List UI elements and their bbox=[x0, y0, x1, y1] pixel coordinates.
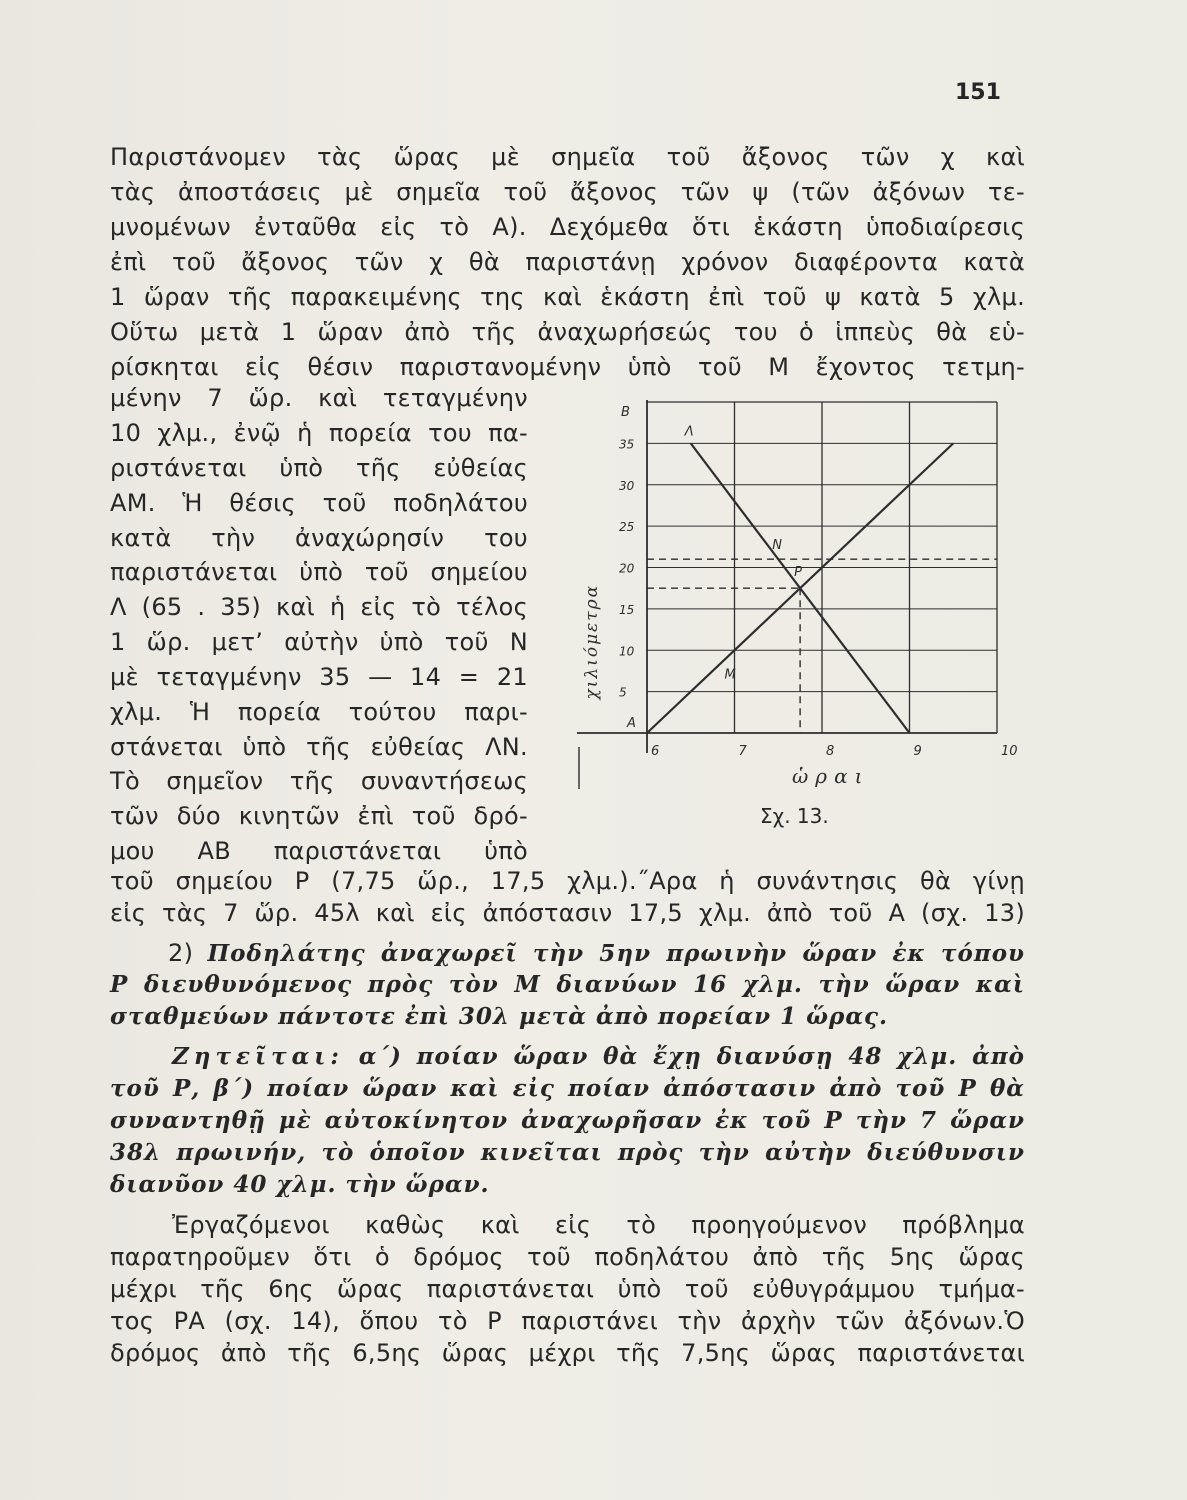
text-line: Ἐργαζόμενοι καθὼς καὶ εἰς τὸ προηγούμενον πρόβλημα bbox=[172, 1211, 1025, 1239]
question-line: συναντηθῇ μὲ αὐτοκίνητον ἀναχωρῆσαν ἐκ τοῦ Ρ τὴν 7 ὥραν bbox=[110, 1107, 1025, 1134]
y-tick-label: 25 bbox=[619, 520, 635, 535]
y-tick-label: 15 bbox=[619, 602, 635, 617]
question-line: διανῦον 40 χλμ. τὴν ὥραν. bbox=[110, 1171, 490, 1198]
text-line: τος ΡΑ (σχ. 14), ὅπου τὸ Ρ παριστάνει τὴν ἀρχὴν τῶν ἀξόνων.Ὁ bbox=[110, 1307, 1025, 1335]
text-line: τὰς ἀποστάσεις μὲ σημεῖα τοῦ ἄξονος τῶν ψ (τῶν ἀξόνων τε- bbox=[110, 178, 1025, 206]
x-tick-label: 9 bbox=[913, 744, 922, 759]
text-line: δρόμος ἀπὸ τῆς 6,5ης ὥρας μέχρι τῆς 7,5ης ὥρας παριστάνεται bbox=[110, 1339, 1025, 1367]
y-tick-label: 5 bbox=[619, 685, 627, 700]
x-tick-label: 8 bbox=[826, 744, 835, 759]
column-line: ΑΜ. Ἡ θέσις τοῦ ποδηλάτου bbox=[110, 489, 528, 517]
point-label-Λ: Λ bbox=[684, 424, 694, 440]
text-line: Παριστάνομεν τὰς ὥρας μὲ σημεῖα τοῦ ἄξονος τῶν χ καὶ bbox=[110, 143, 1025, 171]
question-line: 38λ πρωινήν, τὸ ὁποῖον κινεῖται πρὸς τὴν αὐτὴν διεύθυνσιν bbox=[110, 1139, 1025, 1166]
text-line: ρίσκηται εἰς θέσιν παριστανομένην ὑπὸ τοῦ Μ ἔχοντος τετμη- bbox=[110, 353, 1025, 381]
column-line: Τὸ σημεῖον τῆς συναντήσεως bbox=[110, 767, 528, 795]
point-label-Α: Α bbox=[627, 716, 636, 731]
point-label-Ρ: Ρ bbox=[794, 565, 802, 581]
y-axis-top-label: Β bbox=[621, 405, 630, 420]
y-tick-label: 10 bbox=[619, 644, 635, 659]
column-line: στάνεται ὑπὸ τῆς εὐθείας ΛΝ. bbox=[110, 733, 528, 761]
y-tick-label: 30 bbox=[619, 478, 635, 493]
text-line: μέχρι τῆς 6ης ὥρας παριστάνεται ὑπὸ τοῦ εὐθυγράμμου τμήμα- bbox=[110, 1275, 1025, 1303]
column-line: χλμ. Ἡ πορεία τούτου παρι- bbox=[110, 698, 528, 726]
question-lead: Ζητεῖται: bbox=[172, 1043, 344, 1070]
problem-line: σταθμεύων πάντοτε ἐπὶ 30λ μετὰ ἀπὸ πορείαν 1 ὥρας. bbox=[110, 1003, 889, 1030]
column-line: κατὰ τὴν ἀναχώρησίν του bbox=[110, 524, 528, 552]
column-line: Λ (65 . 35) καὶ ἡ εἰς τὸ τέλος bbox=[110, 593, 528, 621]
problem-text: Ποδηλάτης ἀναχωρεῖ τὴν 5ην πρωινὴν ὥραν ἐκ τόπου bbox=[207, 940, 1025, 967]
text-line: μνομένων ἐνταῦθα εἰς τὸ Α). Δεχόμεθα ὅτι ἑκάστη ὑποδιαίρεσις bbox=[110, 213, 1025, 241]
distance-time-chart bbox=[575, 390, 1018, 830]
text-line: τοῦ σημείου Ρ (7,75 ὥρ., 17,5 χλμ.).˝Αρα ἡ συνάντησις θὰ γίνῃ bbox=[110, 867, 1025, 895]
y-tick-label: 35 bbox=[619, 437, 635, 452]
x-tick-label: 6 bbox=[651, 744, 660, 759]
column-line: μου ΑΒ παριστάνεται ὑπὸ bbox=[110, 837, 528, 865]
column-line: τῶν δύο κινητῶν ἐπὶ τοῦ δρό- bbox=[110, 802, 528, 830]
text-line: ἐπὶ τοῦ ἄξονος τῶν χ θὰ παριστάνῃ χρόνον διαφέροντα κατὰ bbox=[110, 248, 1025, 276]
figure-13 bbox=[575, 390, 1018, 830]
question-line bbox=[172, 1042, 1025, 1072]
problem-line bbox=[168, 938, 1025, 969]
problem-number: 2) bbox=[168, 939, 194, 967]
problem-line: Ρ διευθυνόμενος πρὸς τὸν Μ διανύων 16 χλμ. τὴν ὥραν καὶ bbox=[110, 971, 1025, 998]
x-tick-label: 7 bbox=[738, 744, 747, 759]
y-axis-label: χιλιόμετρα bbox=[582, 583, 602, 700]
y-tick-label: 20 bbox=[619, 561, 635, 576]
text-line: Οὕτω μετὰ 1 ὥραν ἀπὸ τῆς ἀναχωρήσεώς του ὁ ἱππεὺς θὰ εὑ- bbox=[110, 318, 1025, 346]
x-axis-label: ὡραι bbox=[792, 764, 870, 788]
question-text: α΄) ποίαν ὥραν θὰ ἔχῃ διανύσῃ 48 χλμ. ἀπὸ bbox=[358, 1043, 1025, 1070]
point-label-Ν: Ν bbox=[772, 538, 782, 554]
column-line: παριστάνεται ὑπὸ τοῦ σημείου bbox=[110, 558, 528, 586]
text-line: παρατηροῦμεν ὅτι ὁ δρόμος τοῦ ποδηλάτου ἀπὸ τῆς 5ης ὥρας bbox=[110, 1243, 1025, 1271]
figure-caption: Σχ. 13. bbox=[760, 804, 829, 828]
text-line: 1 ὥραν τῆς παρακειμένης της καὶ ἑκάστη ἐπὶ τοῦ ψ κατὰ 5 χλμ. bbox=[110, 283, 1025, 311]
point-label-Μ: Μ bbox=[724, 667, 736, 683]
column-line: μὲ τεταγμένην 35 — 14 = 21 bbox=[110, 663, 528, 691]
question-line: τοῦ Ρ, β΄) ποίαν ὥραν καὶ εἰς ποίαν ἀπόστασιν ἀπὸ τοῦ Ρ θὰ bbox=[110, 1075, 1025, 1102]
column-line: μένην 7 ὥρ. καὶ τεταγμένην bbox=[110, 384, 528, 412]
text-line: εἰς τὰς 7 ὥρ. 45λ καὶ εἰς ἀπόστασιν 17,5 χλμ. ἀπὸ τοῦ Α (σχ. 13) bbox=[110, 899, 1025, 927]
column-line: 10 χλμ., ἐνῷ ἡ πορεία του πα- bbox=[110, 419, 528, 447]
page-number: 151 bbox=[955, 80, 1001, 105]
column-line: ριστάνεται ὑπὸ τῆς εὐθείας bbox=[110, 454, 528, 482]
column-line: 1 ὥρ. μετ’ αὐτὴν ὑπὸ τοῦ Ν bbox=[110, 628, 528, 656]
x-tick-label: 10 bbox=[1001, 744, 1018, 759]
